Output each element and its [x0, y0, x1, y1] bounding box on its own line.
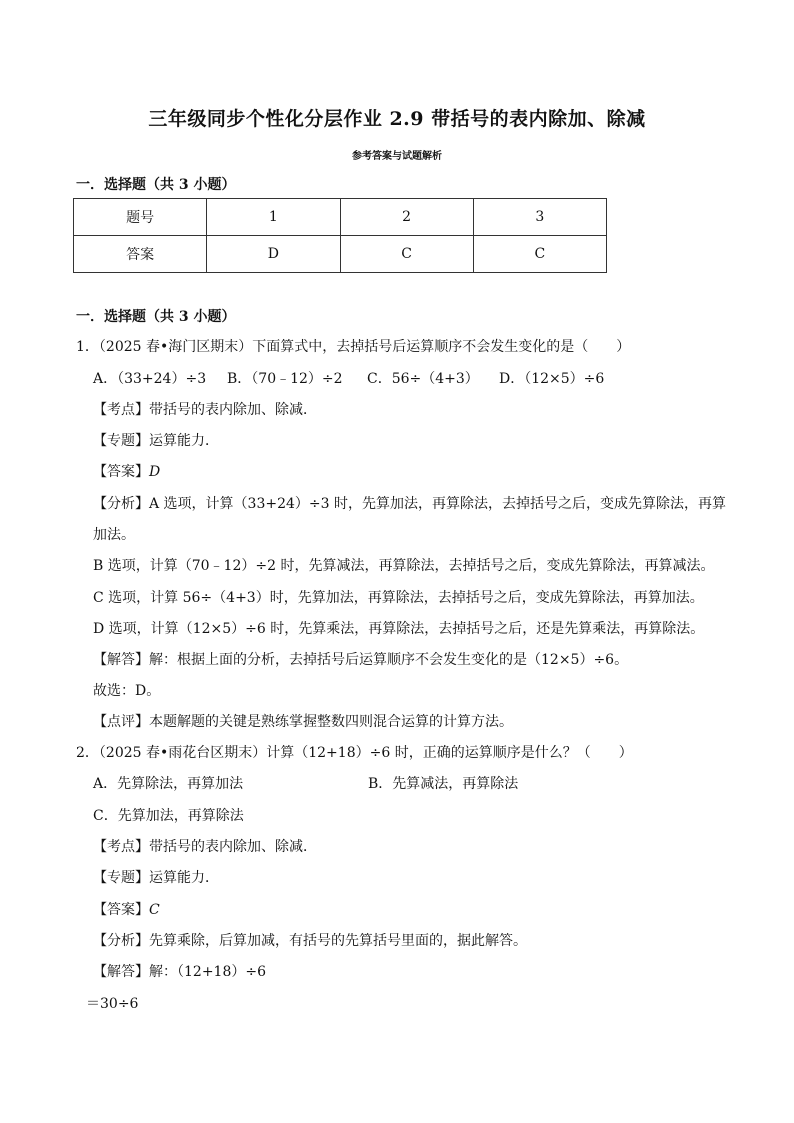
question-2-option-a: A．先算除法，再算加法 [93, 776, 244, 792]
q1-jieda: 【解答】解：根据上面的分析，去掉括号后运算顺序不会发生变化的是（12×5）÷6。 [93, 652, 629, 668]
q1-fenxi-option-d: D 选项，计算（12×5）÷6 时，先算乘法，再算除法，去掉括号之后，还是先算乘法，再算除法。 [93, 621, 705, 637]
section-heading-questions: 一．选择题（共 3 小题） [76, 309, 236, 325]
q1-fenxi-option-c: C 选项，计算 56÷（4+3）时，先算加法，再算除法，去掉括号之后，变成先算除法，再算加法。 [93, 590, 704, 606]
q1-guxuan: 故选：D。 [93, 683, 161, 699]
answer-table [73, 198, 607, 273]
question-1-stem: 1．（2025 春•海门区期末）下面算式中，去掉括号后运算顺序不会发生变化的是（ ） [76, 339, 631, 355]
question-2-stem: 2．（2025 春•雨花台区期末）计算（12+18）÷6 时，正确的运算顺序是什么？（ ） [76, 745, 633, 761]
table-cell: C [473, 236, 606, 273]
table-cell: D [207, 236, 340, 273]
q2-fenxi: 【分析】先算乘除，后算加减，有括号的先算括号里面的，据此解答。 [93, 933, 527, 949]
document-title: 三年级同步个性化分层作业 2.9 带括号的表内除加、除减 [148, 108, 646, 130]
table-cell: 1 [207, 199, 340, 236]
q1-zhuanti: 【专题】运算能力． [93, 433, 219, 449]
answer-tag: 【答案】 [93, 902, 149, 918]
q2-zhuanti: 【专题】运算能力． [93, 870, 219, 886]
answer-value: D [149, 464, 161, 480]
option-b: B．（70﹣12）÷2 [227, 371, 343, 387]
question-2-option-b: B．先算减法，再算除法 [368, 776, 519, 792]
answer-tag: 【答案】 [93, 464, 149, 480]
q1-dianping: 【点评】本题解题的关键是熟练掌握整数四则混合运算的计算方法。 [93, 714, 513, 730]
document-subtitle: 参考答案与试题解析 [352, 151, 442, 162]
q2-kaodian: 【考点】带括号的表内除加、除减． [93, 839, 317, 855]
table-cell: 2 [340, 199, 473, 236]
option-a: A．（33+24）÷3 [93, 371, 207, 387]
q1-answer [93, 462, 160, 482]
q1-fenxi-line-1: 【分析】A 选项，计算（33+24）÷3 时，先算加法，再算除法，去掉括号之后，变成先算除法，再算 [93, 496, 727, 512]
table-row [74, 199, 607, 236]
q1-kaodian: 【考点】带括号的表内除加、除减． [93, 402, 317, 418]
answer-value: C [149, 902, 160, 918]
q2-jieda: 【解答】解：（12+18）÷6 [93, 964, 266, 980]
table-cell: 3 [473, 199, 606, 236]
table-cell: C [340, 236, 473, 273]
section-heading-answer-key: 一．选择题（共 3 小题） [76, 177, 236, 193]
q2-step: ＝30÷6 [86, 996, 139, 1012]
table-cell: 题号 [74, 199, 207, 236]
option-c: C．56÷（4+3） [367, 371, 479, 387]
question-2-option-c: C．先算加法，再算除法 [93, 808, 244, 824]
q2-answer [93, 900, 160, 920]
table-cell: 答案 [74, 236, 207, 273]
question-1-options [93, 369, 604, 389]
option-d: D．（12×5）÷6 [499, 371, 605, 387]
q1-fenxi-line-2: 加法。 [93, 527, 135, 543]
q1-fenxi-option-b: B 选项，计算（70﹣12）÷2 时，先算减法，再算除法，去掉括号之后，变成先算除法，再算减法。 [93, 558, 715, 574]
table-row [74, 236, 607, 273]
